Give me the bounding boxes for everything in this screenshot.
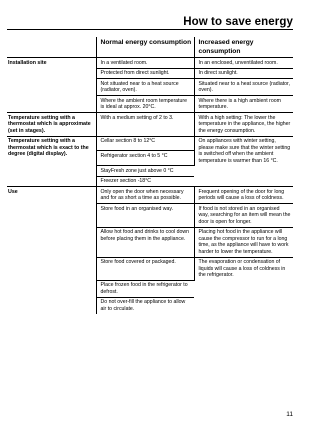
normal-consumption-cell: Allow hot food and drinks to cool down before placing them in the appliance.: [96, 227, 194, 257]
normal-consumption-cell: Place frozen food in the refrigerator to defrost.: [96, 280, 194, 297]
table-row: [7, 136, 293, 151]
normal-consumption-cell: With a medium setting of 2 to 3.: [96, 113, 194, 137]
normal-consumption-cell: Only open the door when necessary and for as short a time as possible.: [96, 187, 194, 204]
normal-consumption-cell: Protected from direct sunlight.: [96, 68, 194, 79]
increased-consumption-cell: The evaporation or condensation of liquids will cause a loss of coldness in the refrigerator.: [194, 257, 293, 280]
table-header-row: [7, 37, 293, 58]
normal-consumption-cell: StayFresh zone just above 0 °C: [96, 166, 194, 177]
normal-consumption-cell: Where the ambient room temperature is ideal at approx. 20°C.: [96, 96, 194, 113]
energy-comparison-table: [7, 37, 293, 314]
table-row: [7, 187, 293, 204]
increased-consumption-cell: With a high setting: The lower the temperature in the appliance, the higher the energy consumption.: [194, 113, 293, 137]
normal-consumption-cell: Store food in an organised way.: [96, 204, 194, 228]
increased-consumption-cell: Where there is a high ambient room temperature.: [194, 96, 293, 113]
increased-consumption-cell: On appliances with winter setting, please make sure that the winter setting is switched off when the ambient temperature is warmer than 16 °C.: [194, 136, 293, 166]
normal-consumption-cell: Not situated near to a heat source (radiator, oven).: [96, 79, 194, 96]
table-row: [7, 58, 293, 69]
normal-consumption-cell: Freezer section -18°C: [96, 176, 194, 187]
empty-cell: [194, 166, 293, 177]
normal-consumption-cell: Do not over-fill the appliance to allow air to circulate.: [96, 297, 194, 314]
section-label: Use: [7, 187, 96, 314]
normal-consumption-cell: Store food covered or packaged.: [96, 257, 194, 280]
normal-consumption-cell: Refrigerator section 4 to 5 °C: [96, 151, 194, 166]
empty-cell: [194, 280, 293, 297]
page-number: 11: [286, 411, 293, 418]
header-empty-cell: [7, 37, 96, 58]
increased-consumption-cell: If food is not stored in an organised way, searching for an item will mean the door is open for longer.: [194, 204, 293, 228]
section-label: Temperature setting with a thermostat which is approximate (set in stages).: [7, 113, 96, 137]
increased-consumption-cell: Placing hot food in the appliance will cause the compressor to run for a long time, as the appliance will have to work harder to lower the temperature.: [194, 227, 293, 257]
table-body: [7, 58, 293, 314]
table-row: [7, 113, 293, 137]
normal-consumption-cell: In a ventilated room.: [96, 58, 194, 69]
empty-cell: [194, 297, 293, 314]
increased-consumption-cell: Situated near to a heat source (radiator, oven).: [194, 79, 293, 96]
title-divider: [7, 29, 293, 30]
column-header-normal: Normal energy consumption: [96, 37, 194, 58]
page-title: How to save energy: [183, 16, 293, 28]
normal-consumption-cell: Cellar section 8 to 12°C: [96, 136, 194, 151]
section-label: Temperature setting with a thermostat which is exact to the degree (digital display).: [7, 136, 96, 187]
increased-consumption-cell: Frequent opening of the door for long periods will cause a loss of coldness.: [194, 187, 293, 204]
increased-consumption-cell: In an enclosed, unventilated room.: [194, 58, 293, 69]
increased-consumption-cell: In direct sunlight.: [194, 68, 293, 79]
empty-cell: [194, 176, 293, 187]
column-header-increased: Increased energy consumption: [194, 37, 293, 58]
section-label: Installation site: [7, 58, 96, 113]
